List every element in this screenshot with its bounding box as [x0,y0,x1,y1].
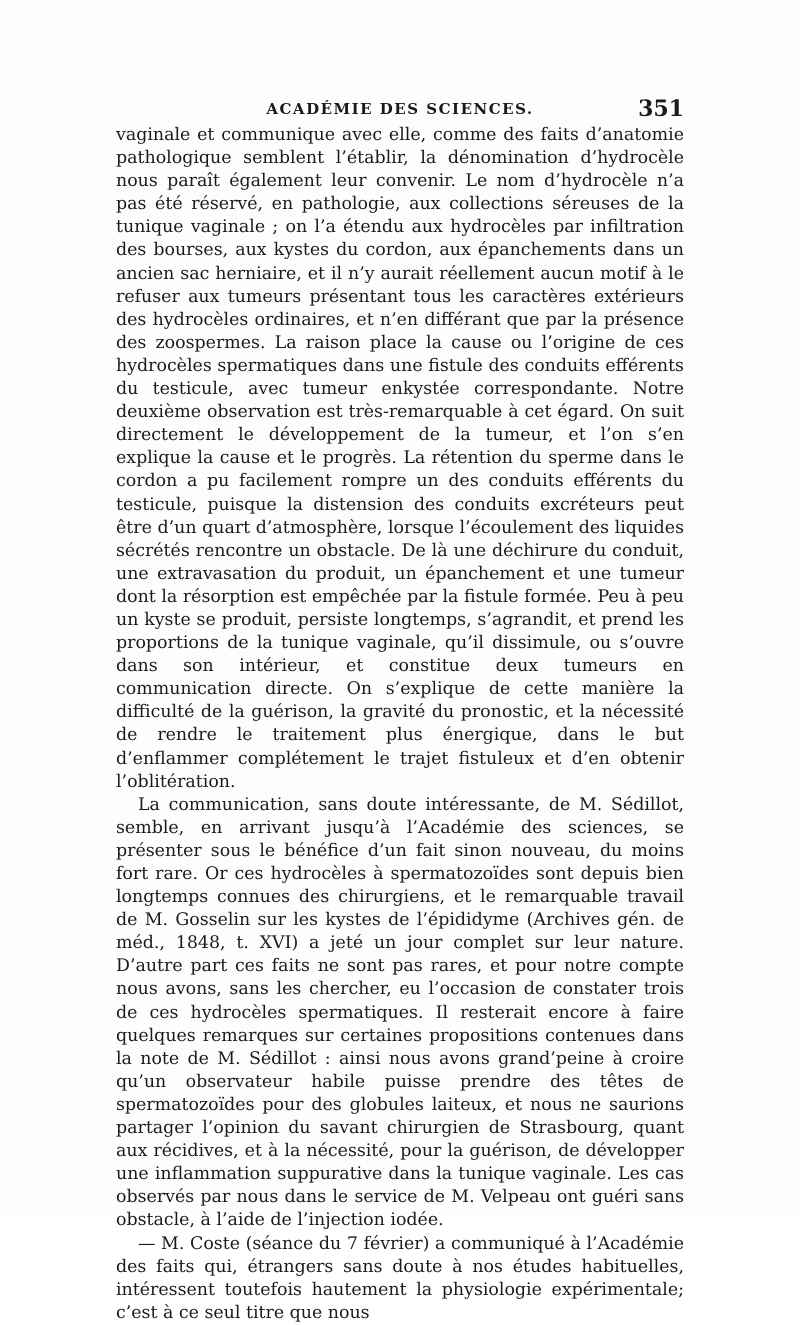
paragraph-continuation: vaginale et communique avec elle, comme des faits d’anatomie pathologique semblent l’établir, la dénomination d’hydrocèle nous paraît également leur convenir. Le nom d’hydrocèle n’a pas été réservé, en pathologie, aux collections séreuses de la tunique vaginale ; on l’a étendu aux hydrocèles par infiltration des bourses, aux kystes du cordon, aux épanchements dans un ancien sac herniaire, et il n’y aurait réellement aucun motif à le refuser aux tumeurs présentant tous les caractères extérieurs des hydrocèles ordinaires, et n’en différant que par la présence des zoospermes. La raison place la cause ou l’origine de ces hydrocèles spermatiques dans une fistule des conduits efférents du testicule, avec tumeur enkystée correspondante. Notre deuxième observation est très-remarquable à cet égard. On suit directement le développement de la tumeur, et l’on s’en explique la cause et le progrès. La rétention du sperme dans le cordon a pu facilement rompre un des conduits efférents du testicule, puisque la distension des conduits excréteurs peut être d’un quart d’atmosphère, lorsque l’écoulement des liquides sécrétés rencontre un obstacle. De là une déchirure du conduit, une extravasation du produit, un épanchement et une tumeur dont la résorption est empêchée par la fistule formée. Peu à peu un kyste se produit, persiste longtemps, s’agrandit, et prend les proportions de la tunique vaginale, qu’il dissimule, ou s’ouvre dans son intérieur, et constitue deux tumeurs en communication directe. On s’explique de cette manière la difficulté de la guérison, la gravité du pronostic, et la nécessité de rendre le traitement plus énergique, dans le but d’enflammer complétement le trajet fistuleux et d’en obtenir l’oblitération. [116,125,684,792]
paragraph-sedillot: La communication, sans doute intéressante, de M. Sédillot, semble, en arrivant jusqu’à l’Académie des sciences, se présenter sous le bénéfice d’un fait sinon nouveau, du moins fort rare. Or ces hydrocèles à spermatozoïdes sont depuis bien longtemps connues des chirurgiens, et le remarquable travail de M. Gosselin sur les kystes de l’épididyme (Archives gén. de méd., 1848, t. XVI) a jeté un jour complet sur leur nature. D’autre part ces faits ne sont pas rares, et pour notre compte nous avons, sans les chercher, eu l’occasion de constater trois de ces hydrocèles spermatiques. Il resterait encore à faire quelques remarques sur certaines propositions contenues dans la note de M. Sédillot : ainsi nous avons grand’peine à croire qu’un observateur habile puisse prendre des têtes de spermatozoïdes pour des globules laiteux, et nous ne saurions partager l’opinion du savant chirurgien de Strasbourg, quant aux récidives, et à la nécessité, pour la guérison, de développer une inflammation suppurative dans la tunique vaginale. Les cas observés par nous dans le service de M. Velpeau ont guéri sans obstacle, à l’aide de l’injection iodée. [116,794,684,1231]
running-head: ACADÉMIE DES SCIENCES. [266,100,534,118]
paragraph-coste: — M. Coste (séance du 7 février) a communiqué à l’Académie des faits qui, étrangers sans doute à nos études habituelles, intéressent toutefois hautement la physiologie expérimentale; c’est à ce seul titre que nous [116,1233,684,1323]
body-text [116,124,684,1325]
page-number: 351 [638,96,684,122]
